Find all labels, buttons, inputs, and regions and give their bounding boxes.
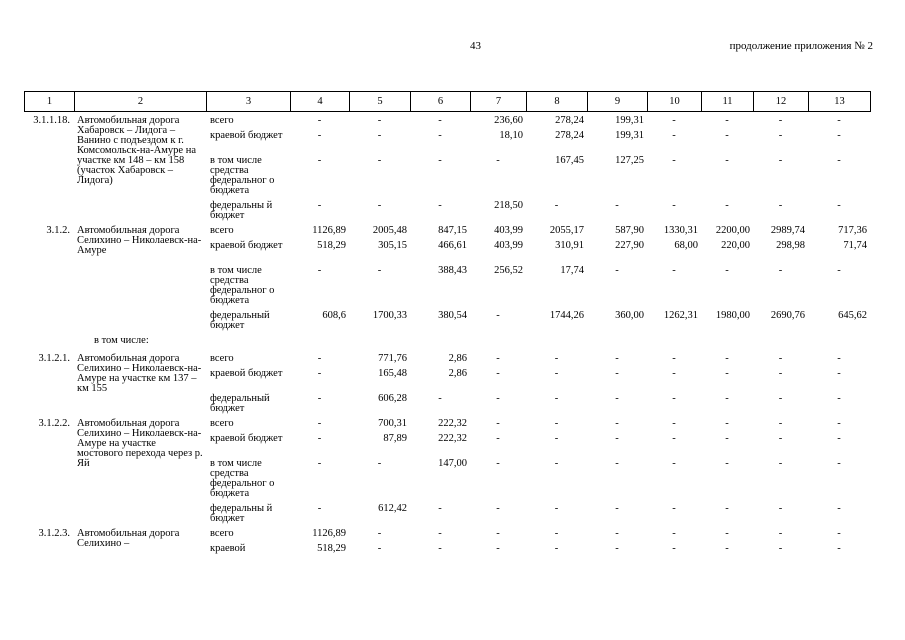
empty-value: -: [377, 458, 382, 469]
empty-value: -: [317, 503, 322, 514]
empty-value: -: [725, 458, 729, 469]
empty-value: -: [837, 368, 841, 379]
table-row: [24, 529, 870, 544]
funding-source: краевой бюджет: [210, 368, 283, 379]
amount-value: 1262,31: [663, 310, 698, 321]
column-number: 11: [702, 92, 754, 112]
empty-value: -: [725, 433, 729, 444]
amount-value: 167,45: [555, 155, 584, 166]
empty-value: -: [778, 458, 783, 469]
empty-value: -: [725, 368, 729, 379]
empty-value: -: [672, 368, 676, 379]
amount-value: 2200,00: [715, 225, 750, 236]
empty-value: -: [438, 200, 442, 211]
amount-value: 518,29: [317, 240, 346, 251]
amount-value: 87,89: [383, 433, 407, 444]
column-number-row: [25, 92, 871, 112]
empty-value: -: [377, 528, 382, 539]
empty-value: -: [778, 503, 783, 514]
empty-value: -: [615, 458, 619, 469]
amount-value: 380,54: [438, 310, 467, 321]
funding-source: краевой: [210, 543, 246, 554]
empty-value: -: [377, 130, 382, 141]
empty-value: -: [554, 200, 559, 211]
empty-value: -: [672, 418, 676, 429]
row-code: 3.1.2.3.: [38, 528, 70, 539]
amount-value: 236,60: [494, 115, 523, 126]
empty-value: -: [438, 543, 442, 554]
empty-value: -: [317, 418, 322, 429]
empty-value: -: [672, 543, 676, 554]
amount-value: 18,10: [499, 130, 523, 141]
empty-value: -: [377, 200, 382, 211]
empty-value: -: [438, 155, 442, 166]
empty-value: -: [615, 200, 619, 211]
table-row: [24, 116, 870, 131]
amount-value: 587,90: [615, 225, 644, 236]
empty-value: -: [317, 433, 322, 444]
amount-value: 222,32: [438, 418, 467, 429]
column-number: 8: [527, 92, 588, 112]
empty-value: -: [837, 528, 841, 539]
appendix-note: продолжение приложения № 2: [729, 40, 873, 52]
row-code: 3.1.2.: [46, 225, 70, 236]
amount-value: 199,31: [615, 115, 644, 126]
empty-value: -: [778, 155, 783, 166]
amount-value: 645,62: [838, 310, 867, 321]
amount-value: 278,24: [555, 115, 584, 126]
empty-value: -: [672, 353, 676, 364]
object-name: Автомобильная дорога Селихино – Николаевск-на-Амуре на участке мостового перехода через р. Яй: [77, 418, 203, 469]
empty-value: -: [496, 393, 500, 404]
amount-value: 388,43: [438, 265, 467, 276]
empty-value: -: [496, 433, 500, 444]
funding-source: всего: [210, 418, 234, 429]
column-number: 5: [350, 92, 411, 112]
empty-value: -: [778, 528, 783, 539]
amount-value: 1700,33: [372, 310, 407, 321]
empty-value: -: [496, 353, 500, 364]
empty-value: -: [837, 458, 841, 469]
funding-source: федеральный бюджет: [210, 310, 270, 331]
empty-value: -: [672, 115, 676, 126]
empty-value: -: [496, 503, 500, 514]
amount-value: 1126,89: [312, 528, 346, 539]
amount-value: 2,86: [448, 353, 467, 364]
empty-value: -: [496, 155, 500, 166]
amount-value: 1744,26: [549, 310, 584, 321]
amount-value: 771,76: [378, 353, 407, 364]
object-name: Автомобильная дорога Селихино –: [77, 528, 180, 549]
funding-source: всего: [210, 528, 234, 539]
empty-value: -: [438, 115, 442, 126]
amount-value: 608,6: [322, 310, 346, 321]
empty-value: -: [615, 528, 619, 539]
empty-value: -: [317, 115, 322, 126]
empty-value: -: [725, 115, 729, 126]
funding-source: краевой бюджет: [210, 130, 283, 141]
empty-value: -: [837, 200, 841, 211]
amount-value: 220,00: [721, 240, 750, 251]
empty-value: -: [837, 130, 841, 141]
empty-value: -: [438, 528, 442, 539]
amount-value: 1980,00: [715, 310, 750, 321]
subheading-row: [24, 336, 870, 354]
empty-value: -: [672, 433, 676, 444]
empty-value: -: [672, 528, 676, 539]
column-number: 7: [471, 92, 527, 112]
empty-value: -: [778, 418, 783, 429]
empty-value: -: [496, 458, 500, 469]
table-row: [24, 226, 870, 241]
funding-source: в том числе средства федеральног о бюджета: [210, 155, 275, 196]
object-name: Автомобильная дорога Селихино – Николаевск-на-Амуре: [77, 225, 202, 256]
funding-source: федеральны й бюджет: [210, 503, 273, 524]
empty-value: -: [778, 433, 783, 444]
empty-value: -: [672, 130, 676, 141]
empty-value: -: [317, 130, 322, 141]
empty-value: -: [837, 353, 841, 364]
amount-value: 700,31: [378, 418, 407, 429]
empty-value: -: [496, 310, 500, 321]
amount-value: 2,86: [448, 368, 467, 379]
empty-value: -: [837, 393, 841, 404]
page-number: 43: [470, 40, 481, 52]
empty-value: -: [837, 265, 841, 276]
amount-value: 310,91: [555, 240, 584, 251]
empty-value: -: [377, 155, 382, 166]
empty-value: -: [778, 393, 783, 404]
amount-value: 127,25: [615, 155, 644, 166]
empty-value: -: [615, 418, 619, 429]
amount-value: 17,74: [560, 265, 584, 276]
funding-source: краевой бюджет: [210, 433, 283, 444]
column-number: 12: [754, 92, 809, 112]
empty-value: -: [438, 503, 442, 514]
column-number: 10: [648, 92, 702, 112]
empty-value: -: [554, 543, 559, 554]
empty-value: -: [778, 353, 783, 364]
empty-value: -: [778, 115, 783, 126]
empty-value: -: [554, 393, 559, 404]
empty-value: -: [615, 503, 619, 514]
empty-value: -: [725, 200, 729, 211]
amount-value: 199,31: [615, 130, 644, 141]
empty-value: -: [554, 528, 559, 539]
amount-value: 847,15: [438, 225, 467, 236]
empty-value: -: [496, 368, 500, 379]
funding-source: в том числе средства федеральног о бюджета: [210, 265, 275, 306]
row-code: 3.1.2.2.: [38, 418, 70, 429]
empty-value: -: [778, 265, 783, 276]
empty-value: -: [837, 543, 841, 554]
empty-value: -: [778, 368, 783, 379]
amount-value: 2055,17: [549, 225, 584, 236]
empty-value: -: [554, 458, 559, 469]
empty-value: -: [837, 155, 841, 166]
amount-value: 165,48: [378, 368, 407, 379]
amount-value: 1126,89: [312, 225, 346, 236]
empty-value: -: [317, 393, 322, 404]
empty-value: -: [725, 543, 729, 554]
amount-value: 2690,76: [770, 310, 805, 321]
empty-value: -: [554, 503, 559, 514]
empty-value: -: [725, 265, 729, 276]
empty-value: -: [672, 200, 676, 211]
empty-value: -: [615, 433, 619, 444]
amount-value: 403,99: [494, 225, 523, 236]
column-number: 6: [411, 92, 471, 112]
table-row: [24, 354, 870, 369]
empty-value: -: [496, 543, 500, 554]
amount-value: 606,28: [378, 393, 407, 404]
empty-value: -: [438, 130, 442, 141]
empty-value: -: [317, 265, 322, 276]
empty-value: -: [615, 393, 619, 404]
column-number: 4: [291, 92, 350, 112]
empty-value: -: [725, 528, 729, 539]
empty-value: -: [554, 433, 559, 444]
empty-value: -: [317, 368, 322, 379]
empty-value: -: [554, 418, 559, 429]
empty-value: -: [725, 418, 729, 429]
empty-value: -: [377, 543, 382, 554]
empty-value: -: [615, 368, 619, 379]
empty-value: -: [317, 200, 322, 211]
empty-value: -: [317, 353, 322, 364]
amount-value: 71,74: [843, 240, 867, 251]
amount-value: 403,99: [494, 240, 523, 251]
empty-value: -: [554, 353, 559, 364]
funding-source: всего: [210, 225, 234, 236]
amount-value: 305,15: [378, 240, 407, 251]
subheading: в том числе:: [94, 335, 149, 346]
empty-value: -: [725, 130, 729, 141]
amount-value: 256,52: [494, 265, 523, 276]
empty-value: -: [438, 393, 442, 404]
empty-value: -: [672, 393, 676, 404]
table-row: [24, 419, 870, 434]
empty-value: -: [377, 115, 382, 126]
empty-value: -: [725, 503, 729, 514]
column-header-table: [24, 91, 871, 112]
empty-value: -: [496, 418, 500, 429]
empty-value: -: [725, 353, 729, 364]
empty-value: -: [672, 458, 676, 469]
empty-value: -: [615, 265, 619, 276]
empty-value: -: [672, 265, 676, 276]
amount-value: 612,42: [378, 503, 407, 514]
object-name: Автомобильная дорога Хабаровск – Лидога – Ванино с подъездом к г. Комсомольск-на-Амуре на участке км 148 – км 158 (участок Хабаровск – Лидога): [77, 115, 196, 186]
funding-source: в том числе средства федеральног о бюджета: [210, 458, 275, 499]
empty-value: -: [496, 528, 500, 539]
amount-value: 278,24: [555, 130, 584, 141]
column-number: 1: [25, 92, 75, 112]
empty-value: -: [554, 368, 559, 379]
amount-value: 717,36: [838, 225, 867, 236]
column-number: 3: [207, 92, 291, 112]
empty-value: -: [317, 155, 322, 166]
empty-value: -: [837, 433, 841, 444]
empty-value: -: [672, 155, 676, 166]
column-number: 2: [75, 92, 207, 112]
empty-value: -: [317, 458, 322, 469]
funding-source: всего: [210, 115, 234, 126]
empty-value: -: [615, 353, 619, 364]
empty-value: -: [725, 155, 729, 166]
funding-source: федеральны й бюджет: [210, 200, 273, 221]
column-number: 13: [809, 92, 871, 112]
empty-value: -: [615, 543, 619, 554]
empty-value: -: [672, 503, 676, 514]
funding-source: федеральный бюджет: [210, 393, 270, 414]
amount-value: 1330,31: [663, 225, 698, 236]
funding-source: всего: [210, 353, 234, 364]
amount-value: 2005,48: [372, 225, 407, 236]
empty-value: -: [725, 393, 729, 404]
amount-value: 227,90: [615, 240, 644, 251]
empty-value: -: [837, 503, 841, 514]
empty-value: -: [778, 200, 783, 211]
financing-table: [24, 116, 870, 559]
empty-value: -: [837, 115, 841, 126]
amount-value: 298,98: [776, 240, 805, 251]
empty-value: -: [778, 130, 783, 141]
funding-source: краевой бюджет: [210, 240, 283, 251]
empty-value: -: [377, 265, 382, 276]
amount-value: 147,00: [438, 458, 467, 469]
amount-value: 466,61: [438, 240, 467, 251]
object-name: Автомобильная дорога Селихино – Николаевск-на-Амуре на участке км 137 – км 155: [77, 353, 202, 394]
amount-value: 360,00: [615, 310, 644, 321]
amount-value: 218,50: [494, 200, 523, 211]
column-number: 9: [588, 92, 648, 112]
table-body: [24, 116, 870, 559]
empty-value: -: [778, 543, 783, 554]
amount-value: 222,32: [438, 433, 467, 444]
row-code: 3.1.1.18.: [33, 115, 70, 126]
row-code: 3.1.2.1.: [38, 353, 70, 364]
amount-value: 68,00: [674, 240, 698, 251]
empty-value: -: [837, 418, 841, 429]
amount-value: 2989,74: [770, 225, 805, 236]
amount-value: 518,29: [317, 543, 346, 554]
